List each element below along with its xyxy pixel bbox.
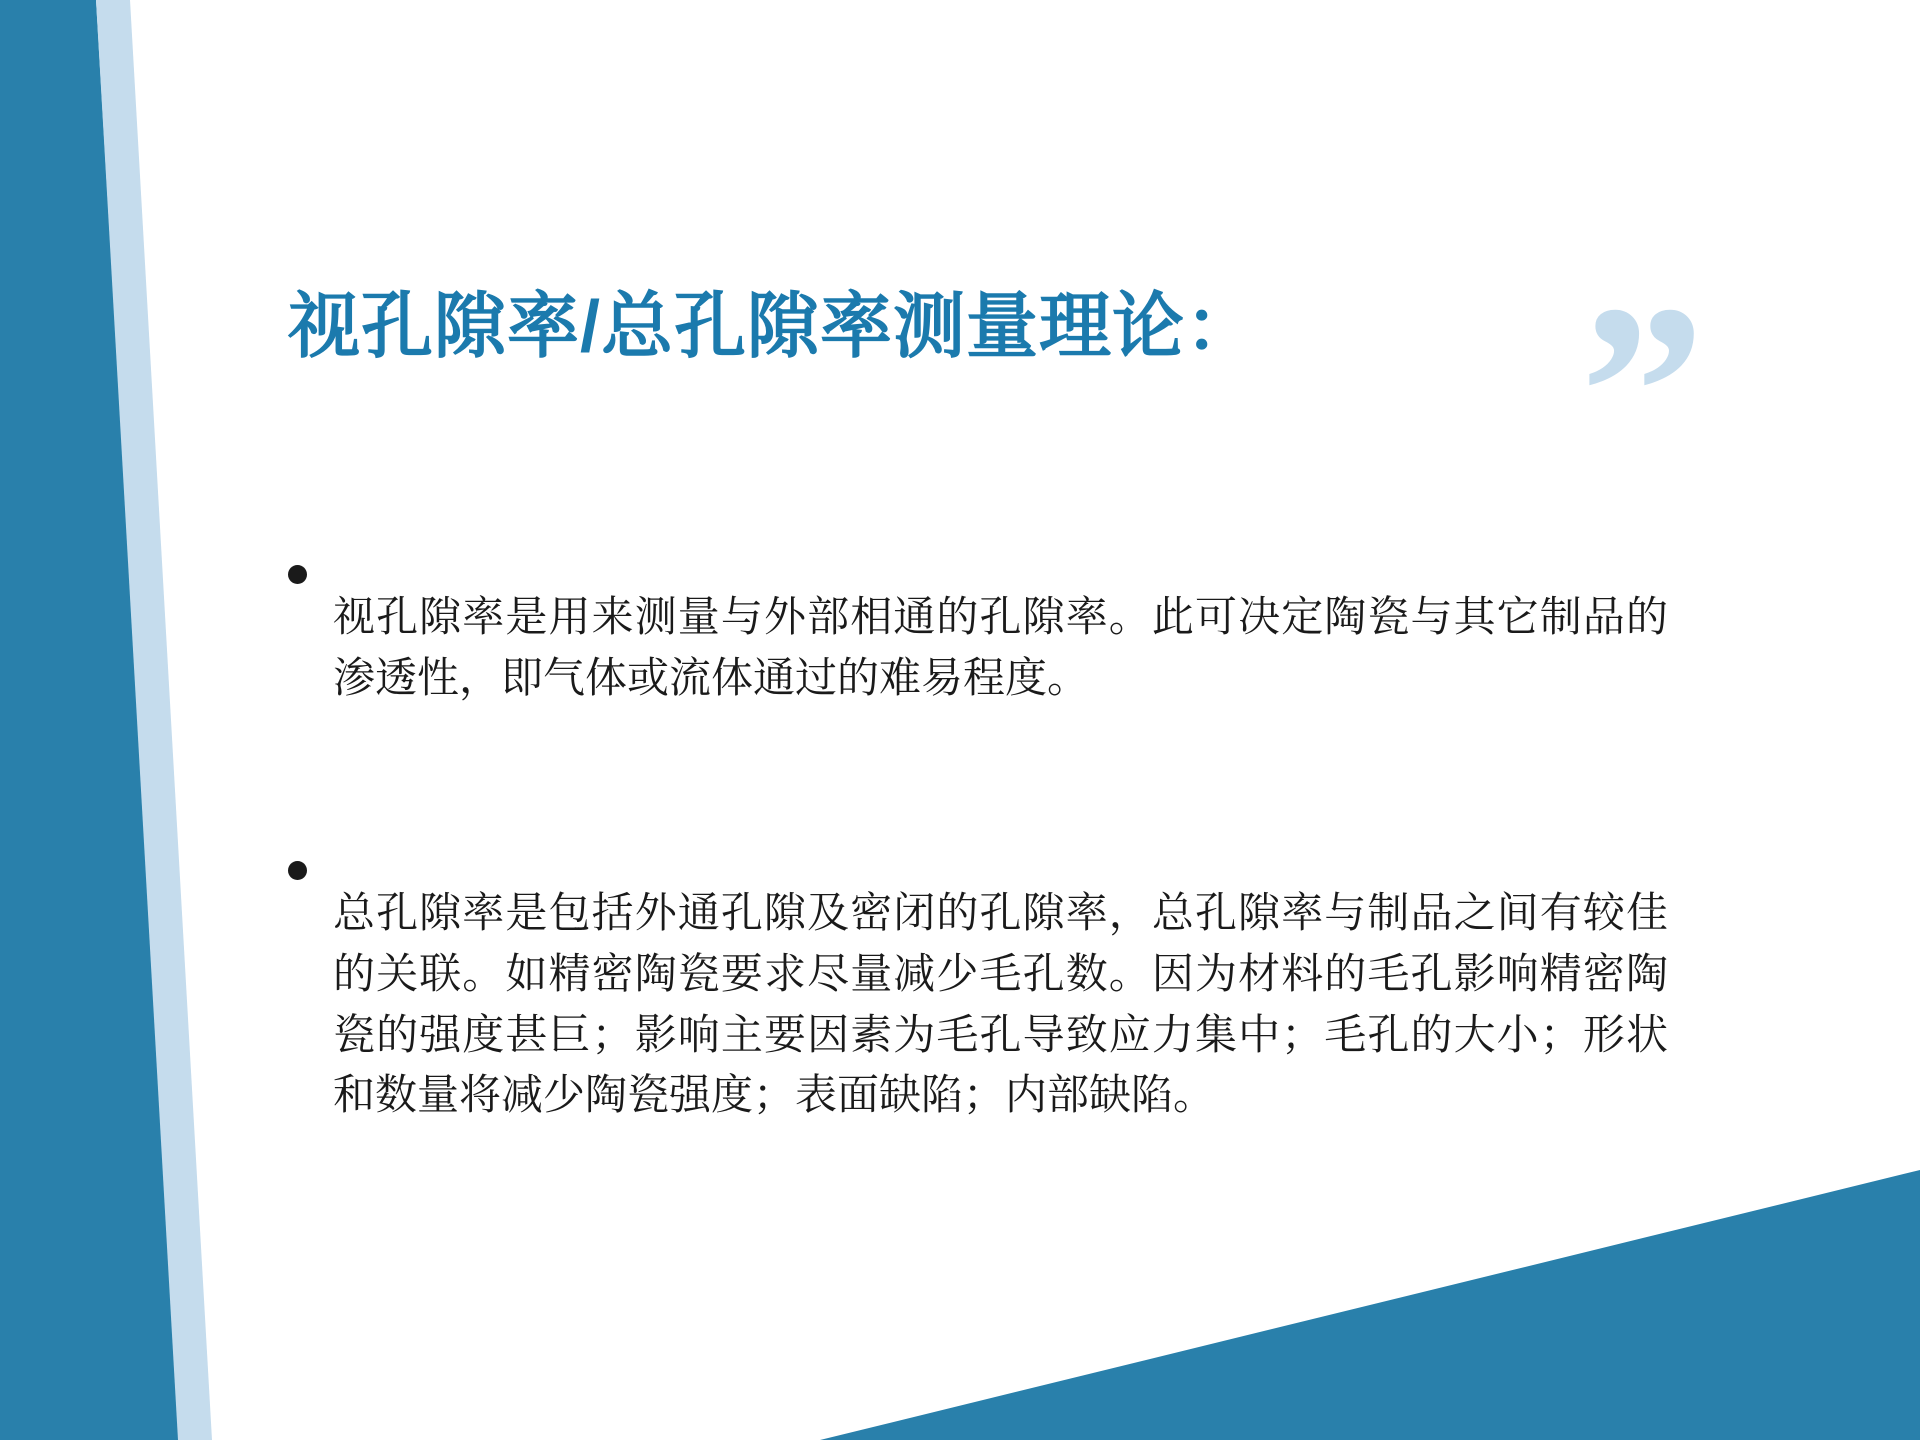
- bullet-dot-icon: [288, 565, 307, 584]
- bullet-list: [288, 545, 1668, 1168]
- bullet-text: 视孔隙率是用来测量与外部相通的孔隙率。此可决定陶瓷与其它制品的渗透性，即气体或流体通过的难易程度。: [333, 593, 1668, 701]
- list-item: [288, 545, 1668, 751]
- bullet-dot-icon: [288, 861, 307, 880]
- list-item: [288, 841, 1668, 1169]
- quote-mark-icon: ”: [1580, 254, 1705, 531]
- bullet-text: 总孔隙率是包括外通孔隙及密闭的孔隙率，总孔隙率与制品之间有较佳的关联。如精密陶瓷要求尽量减少毛孔数。因为材料的毛孔影响精密陶瓷的强度甚巨；影响主要因素为毛孔导致应力集中；毛孔的大小；形状和数量将减少陶瓷强度；表面缺陷；内部缺陷。: [333, 888, 1668, 1119]
- page-title: 视孔隙率/总孔隙率测量理论：: [288, 287, 1259, 368]
